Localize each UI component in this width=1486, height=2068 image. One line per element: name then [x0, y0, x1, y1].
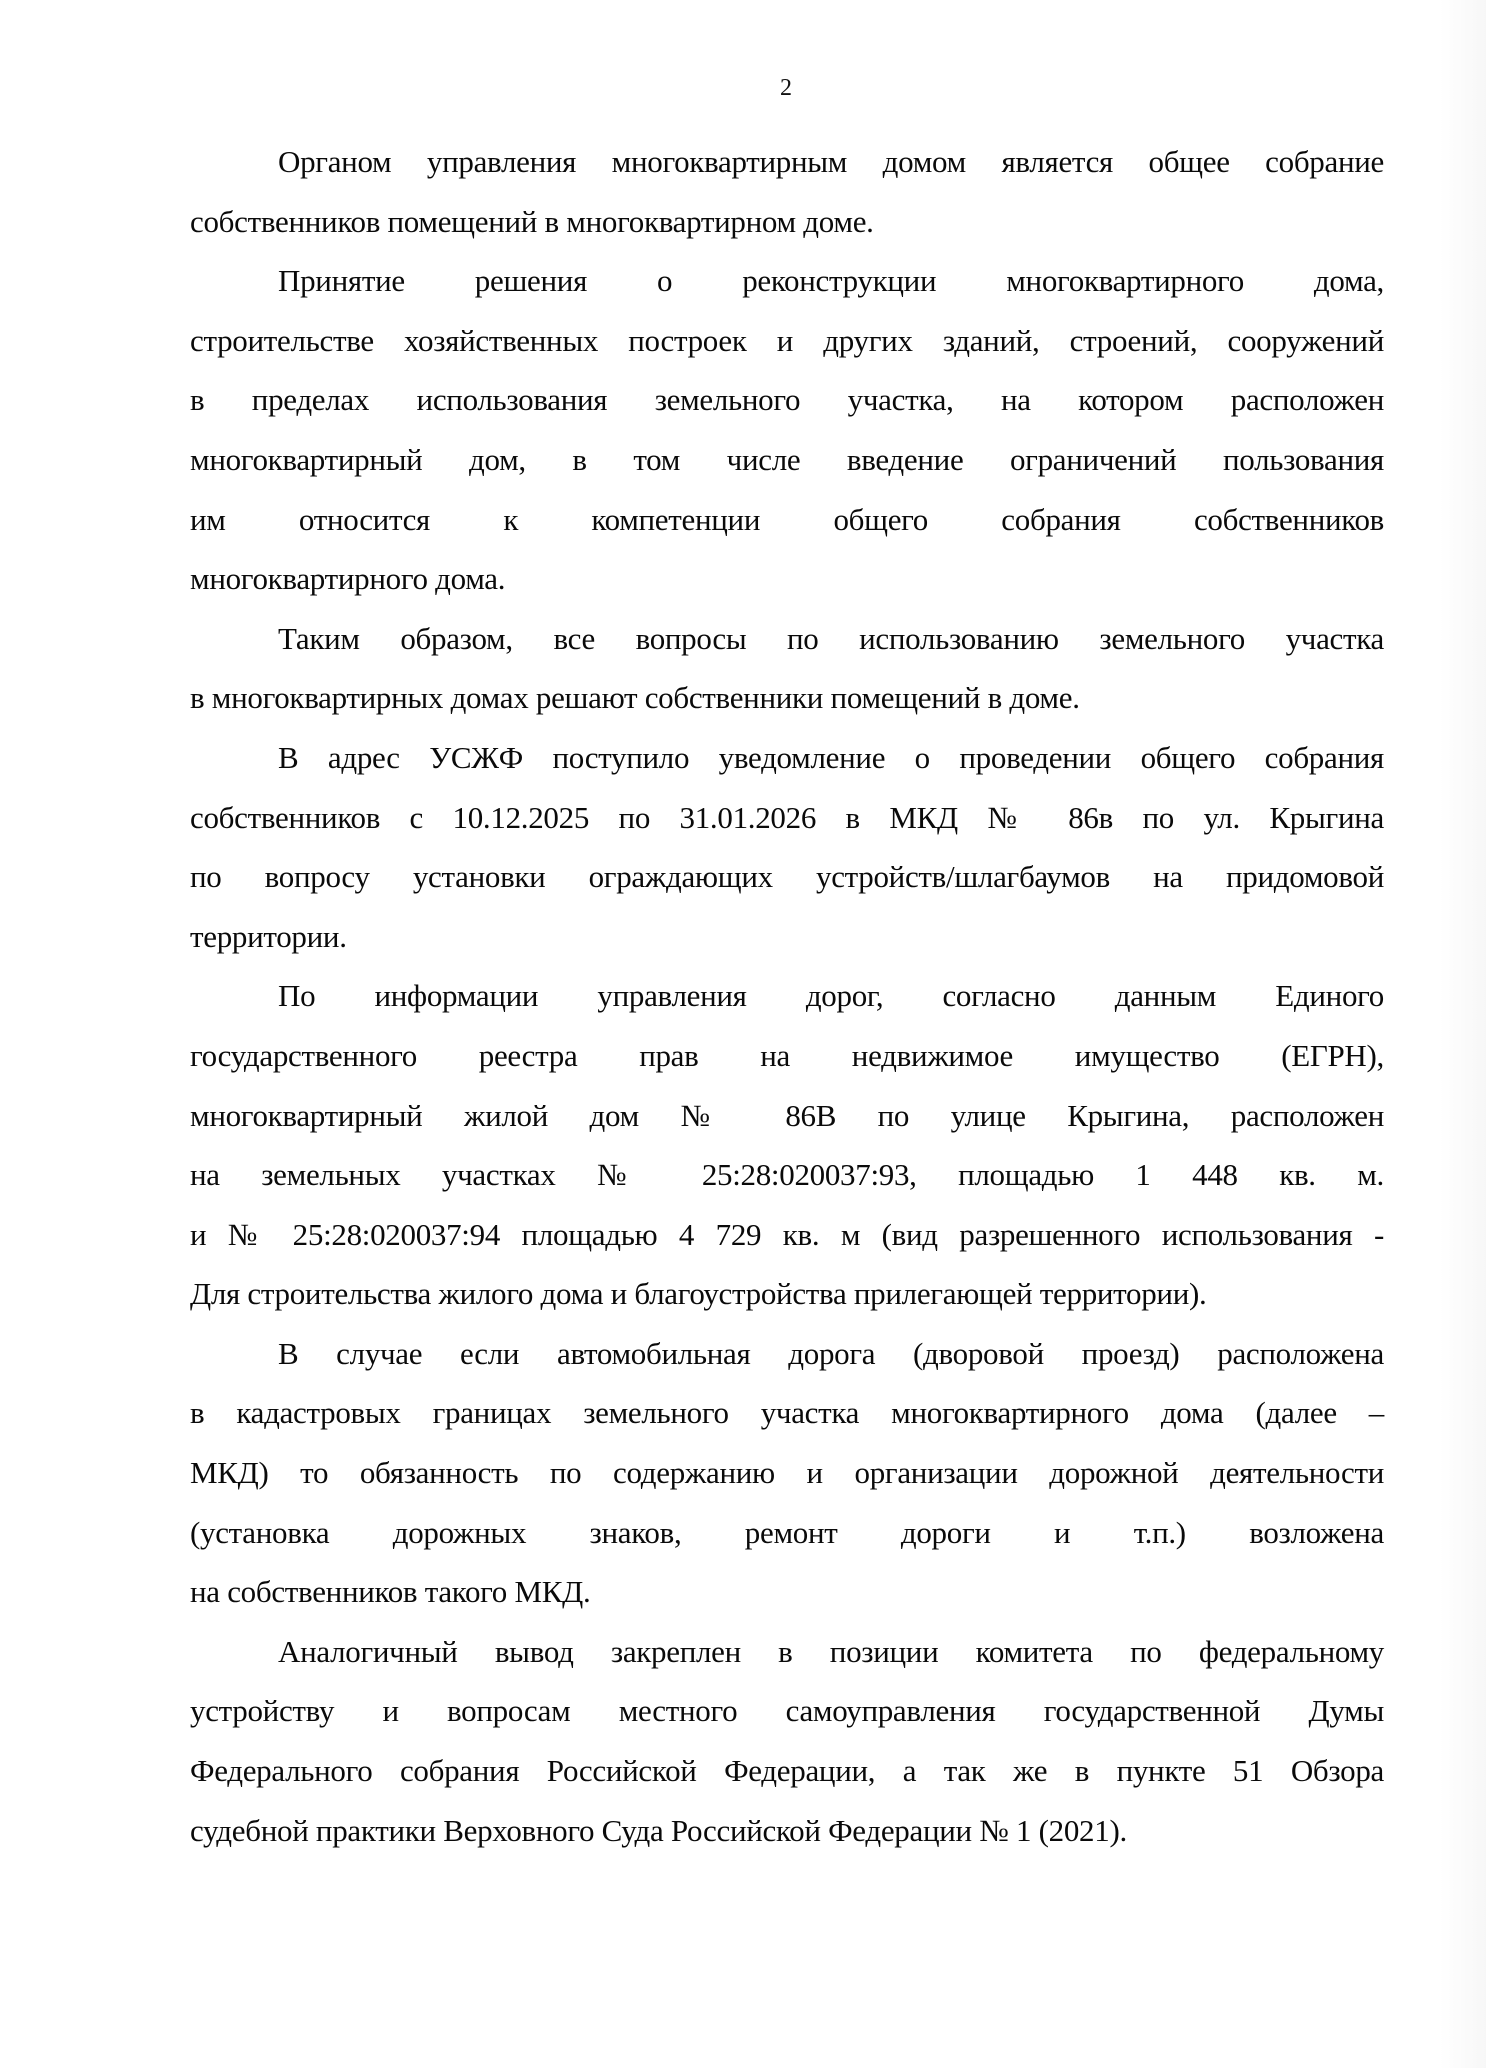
- text-line: судебной практики Верховного Суда Российской Федерации № 1 (2021).: [190, 1812, 1127, 1848]
- page-number: 2: [780, 75, 792, 101]
- text-line: По информации управления дорог, согласно данным Единого: [278, 978, 1384, 1014]
- paragraph-road-department-info: [190, 966, 1384, 1324]
- text-line: (установка дорожных знаков, ремонт дороги и т.п.) возложена: [190, 1514, 1384, 1550]
- text-line: собственников с 10.12.2025 по 31.01.2026 в МКД № 86в по ул. Крыгина: [190, 799, 1384, 835]
- text-line: устройству и вопросам местного самоуправления государственной Думы: [190, 1693, 1384, 1729]
- paragraph-meeting-notice: [190, 728, 1384, 966]
- text-line: на собственников такого МКД.: [190, 1574, 591, 1610]
- text-line: Для строительства жилого дома и благоустройства прилегающей территории).: [190, 1276, 1207, 1312]
- text-line: В случае если автомобильная дорога (дворовой проезд) расположена: [278, 1335, 1384, 1371]
- text-line: по вопросу установки ограждающих устройств/шлагбаумов на придомовой: [190, 859, 1384, 895]
- text-line: территории.: [190, 918, 347, 954]
- text-line: строительстве хозяйственных построек и других зданий, строений, сооружений: [190, 322, 1384, 358]
- paragraph-road-obligation: [190, 1324, 1384, 1622]
- text-line: им относится к компетенции общего собрания собственников: [190, 501, 1384, 537]
- text-line: в многоквартирных домах решают собственники помещений в доме.: [190, 680, 1080, 716]
- paragraph-legal-reference: [190, 1622, 1384, 1860]
- document-body: [190, 132, 1384, 1860]
- text-line: на земельных участках № 25:28:020037:93, площадью 1 448 кв. м.: [190, 1157, 1384, 1193]
- paragraph-conclusion-owners: [190, 609, 1384, 728]
- text-line: Органом управления многоквартирным домом является общее собрание: [278, 144, 1384, 179]
- paragraph-governing-body: [190, 132, 1384, 251]
- paragraph-reconstruction-decision: [190, 251, 1384, 609]
- text-line: Аналогичный вывод закреплен в позиции комитета по федеральному: [278, 1633, 1384, 1669]
- text-line: и № 25:28:020037:94 площадью 4 729 кв. м (вид разрешенного использования -: [190, 1216, 1384, 1252]
- text-line: В адрес УСЖФ поступило уведомление о проведении общего собрания: [278, 739, 1384, 775]
- text-line: в кадастровых границах земельного участка многоквартирного дома (далее –: [190, 1395, 1384, 1431]
- text-line: МКД) то обязанность по содержанию и организации дорожной деятельности: [190, 1455, 1384, 1491]
- text-line: Таким образом, все вопросы по использованию земельного участка: [278, 620, 1384, 656]
- text-line: собственников помещений в многоквартирном доме.: [190, 203, 874, 239]
- text-line: многоквартирный жилой дом № 86В по улице Крыгина, расположен: [190, 1097, 1384, 1133]
- text-line: многоквартирный дом, в том числе введение ограничений пользования: [190, 441, 1384, 477]
- text-line: государственного реестра прав на недвижимое имущество (ЕГРН),: [190, 1037, 1384, 1073]
- text-line: Федерального собрания Российской Федерации, а так же в пункте 51 Обзора: [190, 1753, 1384, 1789]
- text-line: Принятие решения о реконструкции многоквартирного дома,: [278, 263, 1384, 299]
- text-line: в пределах использования земельного участка, на котором расположен: [190, 382, 1384, 418]
- text-line: многоквартирного дома.: [190, 561, 506, 597]
